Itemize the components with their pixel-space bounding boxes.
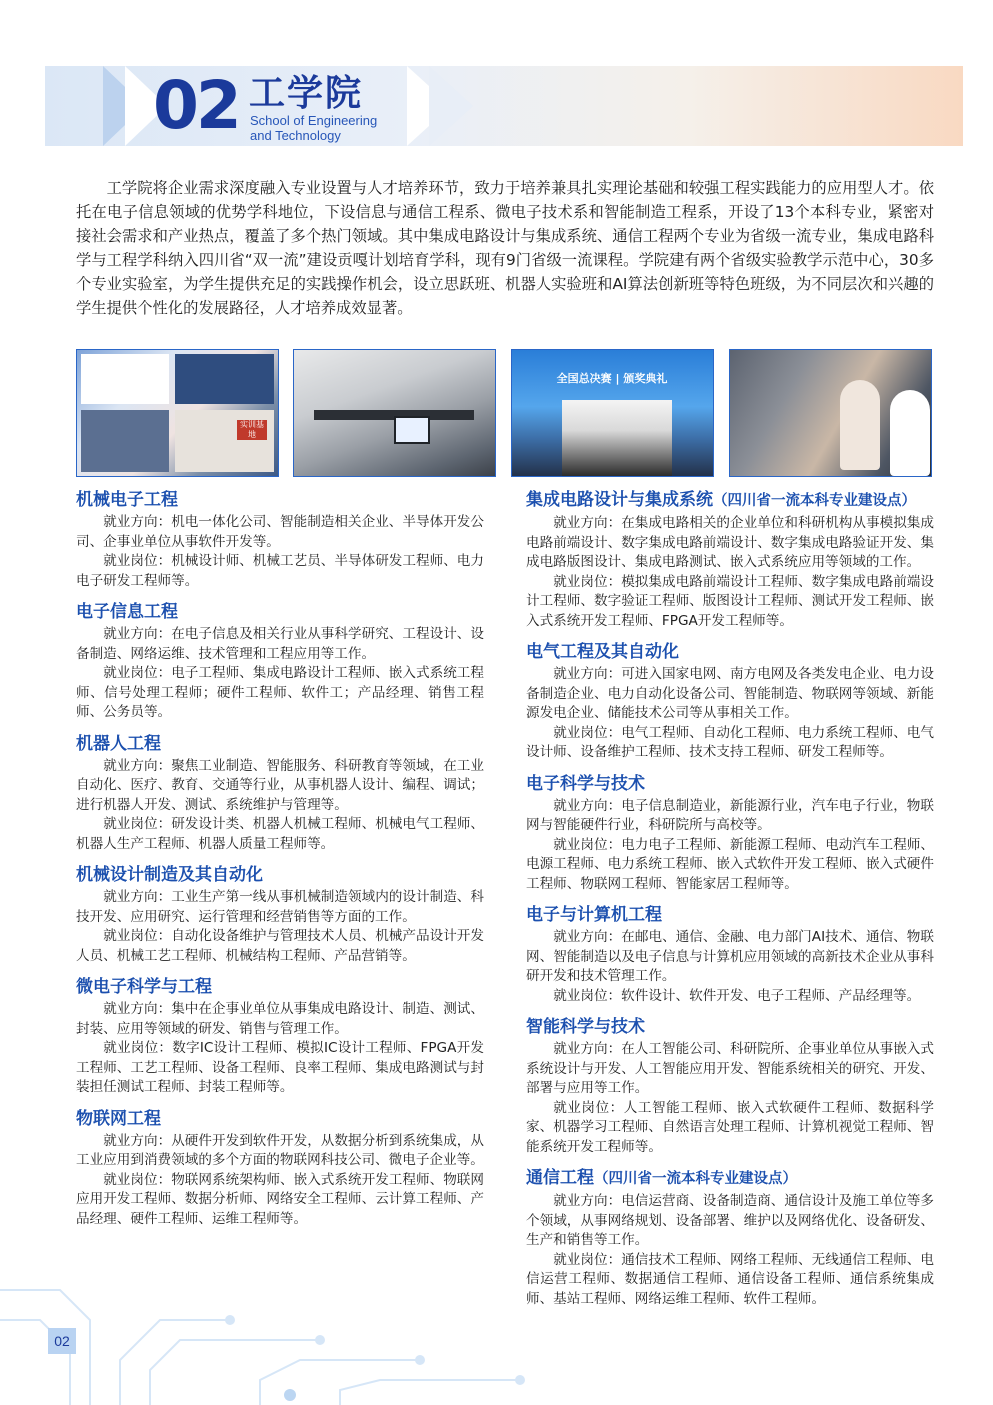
photo-detail [890, 390, 930, 476]
photo-computer-lab [293, 349, 496, 477]
major-block [76, 1106, 484, 1230]
employment-direction: 就业方向：可进入国家电网、南方电网及各类发电企业、电力设备制造企业、电力自动化设备公司、智能制造、物联网等领域、新能源发电企业、储能技术公司等从事相关工作。 [526, 666, 934, 721]
major-block [76, 974, 484, 1098]
employment-positions: 就业岗位：软件设计、软件开发、电子工程师、产品经理等。 [553, 987, 921, 1004]
photo-training-base [76, 349, 279, 477]
photo-detail [394, 416, 430, 444]
major-block [526, 1165, 934, 1309]
majors-right-column [526, 487, 934, 1317]
photo-caption: 实训基地 [237, 420, 267, 440]
header-banner [45, 66, 963, 146]
major-title: 机械电子工程 [76, 490, 178, 510]
employment-direction: 就业方向：从硬件开发到软件开发，从数据分析到系统集成，从工业应用到消费领域的多个方面的物联网科技公司、微电子企业等。 [76, 1132, 484, 1168]
chevron-decoration [429, 66, 473, 146]
major-name: 电子与计算机工程 [526, 905, 662, 925]
employment-direction: 就业方向：在邮电、通信、金融、电力部门AI技术、通信、物联网、智能制造以及电子信息与计算机应用领域的高新技术企业从事科研开发和技术管理工作。 [526, 929, 934, 984]
employment-positions: 就业岗位：自动化设备维护与管理技术人员、机械产品设计开发人员、机械工艺工程师、机械结构工程师、产品营销等。 [76, 928, 484, 964]
employment-positions: 就业岗位：电子工程师、集成电路设计工程师、嵌入式系统工程师、信号处理工程师；硬件工程师、软件工；产品经理、销售工程师、公务员等。 [76, 665, 484, 720]
major-name: 电子科学与技术 [526, 773, 645, 794]
photo-banner-text: 全国总决赛 | 颁奖典礼 [556, 372, 668, 385]
section-number: 02 [153, 67, 239, 144]
circuit-decoration [0, 1250, 560, 1405]
employment-positions: 就业岗位：电气工程师、自动化工程师、电力系统工程师、电气设计师、设备维护工程师、技术支持工程师、研发工程师等。 [526, 724, 934, 760]
major-title [526, 639, 934, 665]
subtitle-line: School of Engineering [250, 113, 378, 128]
photo-competition-award [511, 349, 714, 477]
employment-direction: 就业方向：集中在企事业单位从事集成电路设计、制造、测试、封装、应用等领域的研发、销售与管理工作。 [76, 1001, 484, 1037]
photo-inset [81, 354, 169, 404]
employment-direction: 就业方向：在人工智能公司、科研院所、企事业单位从事嵌入式系统设计与开发、人工智能应用开发、智能系统相关的研究、开发、部署与应用等工作。 [526, 1041, 934, 1096]
page-title: 工学院 [249, 73, 364, 114]
page-number: 02 [48, 1328, 76, 1354]
employment-positions: 就业岗位：模拟集成电路前端设计工程师、数字集成电路前端设计工程师、数字验证工程师、版图设计工程师、测试开发工程师、嵌入式系统开发工程师、FPGA开发工程师等。 [526, 573, 934, 629]
photo-inset [175, 354, 274, 404]
major-block [526, 771, 934, 895]
major-block [526, 902, 934, 1006]
employment-positions: 就业岗位：通信技术工程师、网络工程师、无线通信工程师、电信运营工程师、数据通信工程师、通信设备工程师、通信系统集成师、基站工程师、网络运维工程师、软件工程师。 [526, 1251, 934, 1307]
employment-direction: 就业方向：电子信息制造业，新能源行业，汽车电子行业，物联网与智能硬件行业，科研院所与高校等。 [526, 797, 934, 833]
employment-direction: 就业方向：机电一体化公司、智能制造相关企业、半导体开发公司、企事业单位从事软件开发等。 [76, 514, 484, 550]
major-title: 机器人工程 [76, 733, 161, 754]
major-block [76, 487, 484, 591]
major-title [526, 902, 934, 928]
photo-detail [562, 400, 672, 476]
employment-direction: 就业方向：工业生产第一线从事机械制造领域内的设计制造、科技开发、应用研究、运行管理和经营销售等方面的工作。 [76, 889, 484, 925]
major-title: 电子信息工程 [76, 602, 178, 622]
subtitle-line: and Technology [250, 128, 341, 143]
major-title [526, 1014, 934, 1040]
photo-lab-practice [729, 349, 932, 477]
major-block [526, 487, 934, 631]
intro-paragraph: 工学院将企业需求深度融入专业设置与人才培养环节，致力于培养兼具扎实理论基础和较强工程实践能力的应用型人才。依托在电子信息领域的优势学科地位，下设信息与通信工程系、微电子技术系和智能制造工程系，开设了13个本科专业，紧密对接社会需求和产业热点，覆盖了多个热门领域。其中集成电路设计与集成系统、通信工程两个专业为省级一流专业，集成电路科学与工程学科纳入四川省“双一流”建设贡嘎计划培育学科，现有9门省级一流课程。学院建有两个省级实验教学示范中心，30多个专业实验室，为学生提供充足的实践操作机会，设立思跃班、机器人实验班和AI算法创新班等特色班级，为不同层次和兴趣的学生提供个性化的发展路径，人才培养成效显著。 [76, 179, 934, 317]
major-title: 机械设计制造及其自动化 [76, 865, 263, 885]
major-block [526, 639, 934, 763]
major-block [76, 599, 484, 723]
employment-positions: 就业岗位：电力电子工程师、新能源工程师、电动汽车工程师、电源工程师、电力系统工程师、嵌入式软件开发工程师、嵌入式硬件工程师、物联网工程师、智能家居工程师等。 [526, 836, 934, 892]
employment-direction: 就业方向：聚焦工业制造、智能服务、科研教育等领域，在工业自动化、医疗、教育、交通等行业，从事机器人设计、编程、调试；进行机器人开发、测试、系统维护与管理等。 [76, 757, 484, 813]
employment-positions: 就业岗位：机械设计师、机械工艺员、半导体研发工程师、电力电子研发工程师等。 [76, 553, 484, 589]
major-title: 物联网工程 [76, 1108, 161, 1129]
photo-strip [76, 349, 934, 477]
photo-inset [81, 410, 169, 472]
major-block [76, 862, 484, 966]
major-tag: （四川省一流本科专业建设点） [713, 493, 916, 509]
employment-direction: 就业方向：电信运营商、设备制造商、通信设计及施工单位等多个领域，从事网络规划、设备部署、维护以及网络优化、设备研发、生产和销售等工作。 [526, 1193, 934, 1248]
major-title [526, 487, 934, 514]
majors-left-column [76, 487, 484, 1237]
employment-positions: 就业岗位：数字IC设计工程师、模拟IC设计工程师、FPGA开发工程师、工艺工程师、设备工程师、良率工程师、集成电路测试与封装担任测试工程师、封装工程师等。 [76, 1040, 484, 1095]
major-title [526, 771, 934, 797]
employment-positions: 就业岗位：人工智能工程师、嵌入式软硬件工程师、数据科学家、机器学习工程师、自然语言处理工程师、计算机视觉工程师、智能系统开发工程师等。 [526, 1099, 934, 1155]
photo-detail [840, 380, 880, 470]
major-title: 微电子科学与工程 [76, 977, 212, 997]
page-subtitle [250, 113, 377, 143]
major-tag: （四川省一流本科专业建设点） [594, 1171, 797, 1187]
major-block [76, 731, 484, 855]
employment-positions: 就业岗位：物联网系统架构师、嵌入式系统开发工程师、物联网应用开发工程师、数据分析师、网络安全工程师、云计算工程师、产品经理、硬件工程师、运维工程师等。 [76, 1171, 484, 1227]
employment-direction: 就业方向：在集成电路相关的企业单位和科研机构从事模拟集成电路前端设计、数字集成电路前端设计、数字集成电路验证开发、集成电路版图设计、集成电路测试、嵌入式系统应用等领域的工作。 [526, 515, 934, 570]
major-block [526, 1014, 934, 1157]
major-title [526, 1165, 934, 1192]
major-name: 通信工程 [526, 1168, 594, 1188]
major-name: 智能科学与技术 [526, 1017, 645, 1037]
major-name: 电气工程及其自动化 [526, 642, 679, 662]
employment-direction: 就业方向：在电子信息及相关行业从事科学研究、工程设计、设备制造、网络运维、技术管理和工程应用等工作。 [76, 626, 484, 662]
employment-positions: 就业岗位：研发设计类、机器人机械工程师、机械电气工程师、机器人生产工程师、机器人质量工程师等。 [76, 816, 484, 852]
major-name: 集成电路设计与集成系统 [526, 490, 713, 510]
